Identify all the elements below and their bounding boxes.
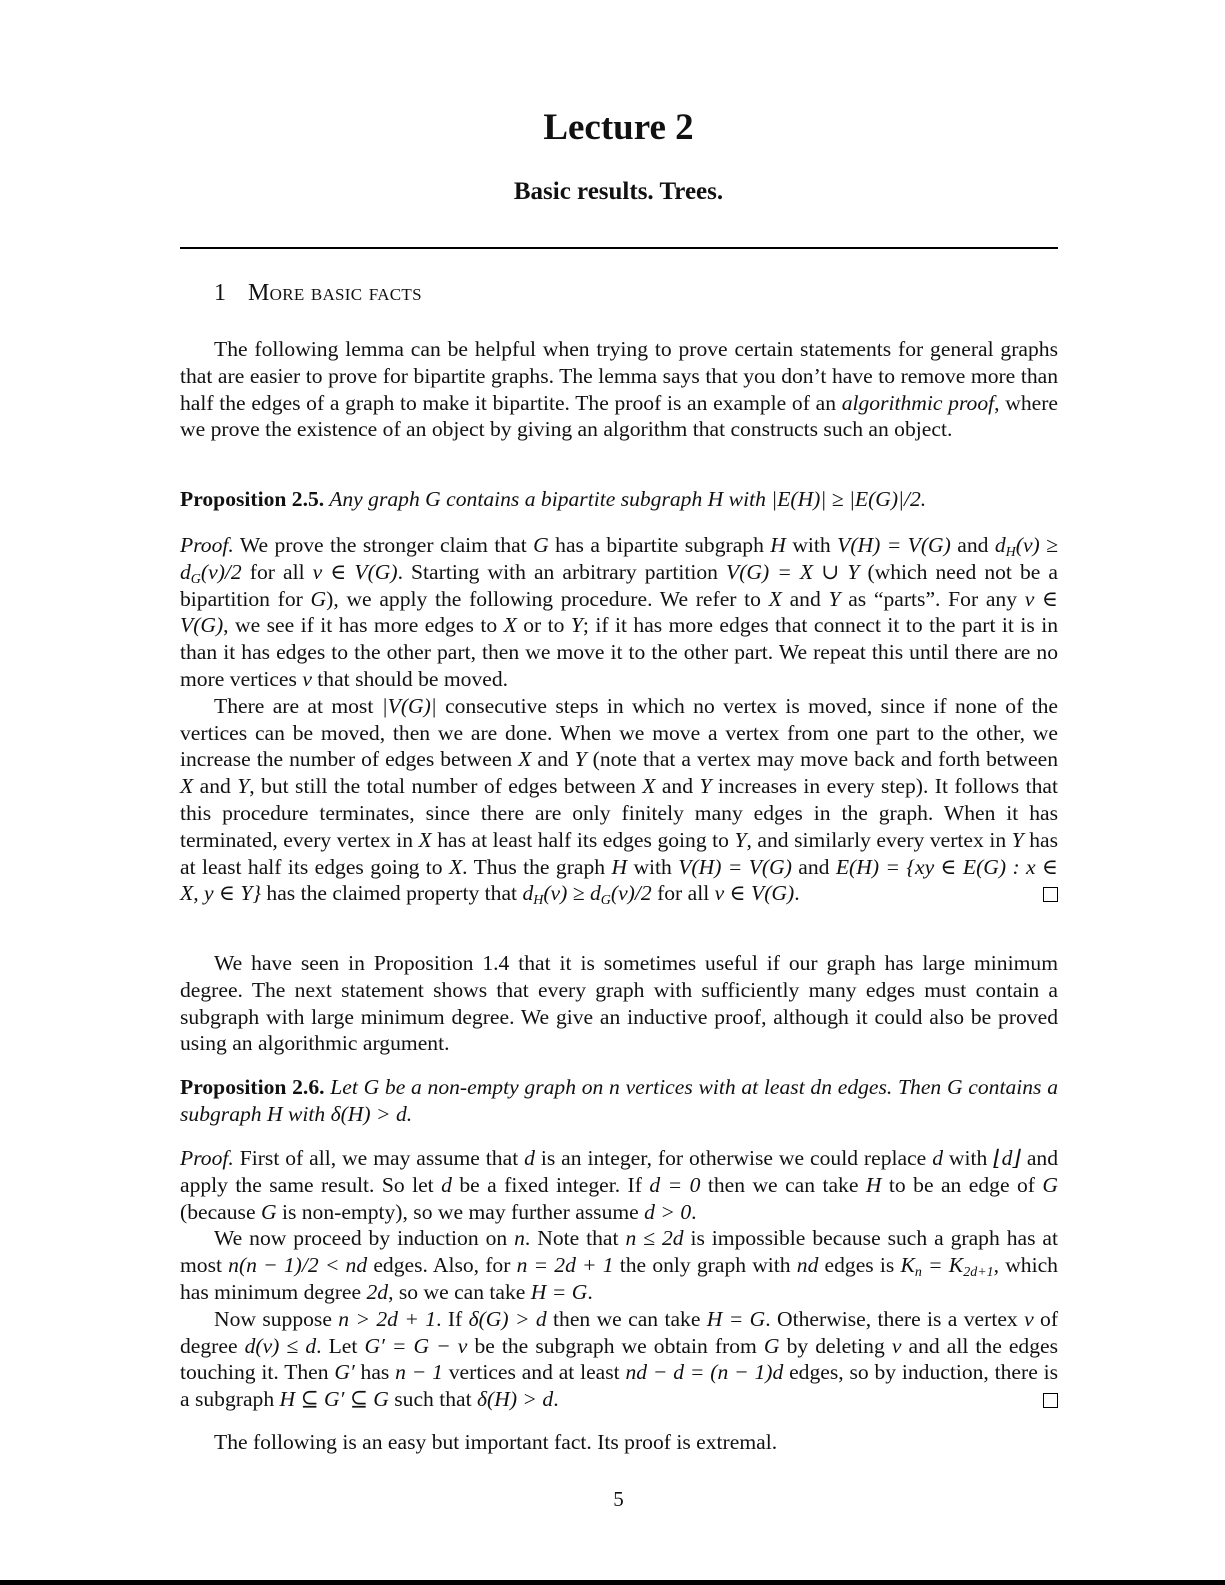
qed-square-icon <box>1043 887 1058 902</box>
math-italic: |V(G)| <box>381 693 437 718</box>
text-run: as “parts”. For any <box>840 586 1025 611</box>
math-italic: H ⊆ G′ ⊆ G <box>279 1387 389 1412</box>
math-italic: Y <box>237 774 250 799</box>
math-italic: δ(G) > d <box>468 1306 547 1331</box>
intro-paragraph <box>180 336 1058 443</box>
paragraph-text <box>180 950 1058 1057</box>
text-run: has a bipartite subgraph <box>548 533 771 557</box>
text-run: be a fixed integer. If <box>451 1172 650 1197</box>
paragraph-text <box>180 336 1058 443</box>
text-run: that should be moved. <box>311 666 509 691</box>
math-italic: G′ <box>334 1360 355 1385</box>
math-italic: δ(H) > d <box>477 1387 554 1412</box>
math-italic: v ∈ V(G) <box>312 559 398 584</box>
proposition-2-6 <box>180 1074 1058 1128</box>
text-run: . Thus the graph <box>462 854 612 879</box>
text-run: and <box>781 586 829 611</box>
text-run: and all the edges touching it. Then <box>180 1333 1059 1385</box>
text-run: . <box>691 1199 697 1224</box>
text-run: . Note that <box>524 1226 626 1251</box>
proof-paragraph <box>180 693 1058 907</box>
text-run: , and similarly every vertex in <box>746 827 1012 852</box>
text-run: , but still the total number of edges between <box>249 774 643 799</box>
text-run: vertices and at least <box>442 1360 626 1385</box>
text-run: has <box>354 1360 396 1385</box>
math-italic: algorithmic proof <box>841 390 995 415</box>
text-run: , we see if it has more edges to <box>223 613 504 638</box>
text-run: is an integer, for otherwise we could replace <box>534 1146 933 1170</box>
math-italic: v <box>1024 1306 1034 1331</box>
text-run: increases in every step). It follows that this procedure terminates, since there are only finitely many edges in the graph. When it has terminated, every vertex in <box>180 774 1058 852</box>
math-italic: K <box>900 1253 915 1278</box>
text-run: has at least half its edges going to <box>180 827 1058 879</box>
text-run: The following is an easy but important fact. Its proof is extremal. <box>214 1430 778 1454</box>
math-italic: d <box>441 1172 452 1197</box>
proof-paragraph <box>180 1306 1058 1413</box>
text-run: to be an edge of <box>881 1172 1043 1197</box>
math-italic: n − 1 <box>395 1360 443 1385</box>
text-run: , which has minimum degree <box>180 1253 1058 1304</box>
text-run: ), we apply the following procedure. We refer to <box>326 586 769 611</box>
statement-label: Proposition 2.6. <box>180 1075 325 1099</box>
math-italic: nd − d = (n − 1)d <box>625 1360 784 1385</box>
text-run: (because <box>180 1199 261 1224</box>
text-run: The following lemma can be helpful when trying to prove certain statements for general graphs that are easier to prove for bipartite graphs. The lemma says that you don’t have to remove more than half the edges of a graph to make it bipartite. The proof is an example of an <box>180 337 1058 415</box>
math-italic: n > 2d + 1 <box>338 1306 437 1331</box>
text-run: of degree <box>180 1306 1059 1358</box>
math-italic: X <box>448 854 463 879</box>
math-italic: (v) ≥ d <box>180 533 1059 584</box>
proof-paragraph <box>180 1225 1058 1305</box>
transition-paragraph <box>180 950 1058 1057</box>
text-run: . Starting with an arbitrary partition <box>397 559 727 584</box>
math-italic: d > 0 <box>644 1199 692 1224</box>
text-run: . If <box>436 1306 469 1331</box>
text-run: for all <box>651 881 715 906</box>
text-run: then we can take <box>700 1172 866 1197</box>
text-run: edges. Also, for <box>367 1253 517 1278</box>
math-italic: Y <box>570 613 583 638</box>
math-italic: n(n − 1)/2 < nd <box>228 1253 368 1278</box>
text-run: ; if it has more edges that connect it to the part it is in than it has edges to the other part, then we move it to the other part. We repeat this until there are no more vertices <box>180 613 1059 691</box>
text-run: and <box>655 774 700 799</box>
text-run: . <box>587 1279 593 1304</box>
math-italic: G <box>1042 1172 1059 1197</box>
text-run: the only graph with <box>613 1253 797 1278</box>
math-italic: H <box>865 1172 882 1197</box>
text-run: , so we can take <box>388 1279 531 1304</box>
math-italic: Proof. <box>180 1146 234 1170</box>
math-italic: V(G) = X ∪ Y <box>726 559 860 584</box>
text-run: and apply the same result. So let <box>180 1146 1059 1197</box>
proof-proposition-2-6 <box>180 1145 1058 1413</box>
math-italic: (v)/2 <box>610 881 652 906</box>
text-run: and <box>950 533 995 557</box>
proposition-2-5 <box>180 486 1058 513</box>
math-italic: E(H) = {xy ∈ E(G) : x ∈ X, y ∈ Y} <box>180 854 1058 906</box>
math-italic: 2d <box>366 1279 389 1304</box>
math-italic: Y <box>1011 827 1024 852</box>
closing-paragraph <box>180 1429 1058 1456</box>
math-italic: nd <box>796 1253 819 1278</box>
text-run: and <box>791 854 836 879</box>
math-italic: H <box>770 533 786 557</box>
math-italic: Y <box>699 774 712 799</box>
math-italic: n = 2d + 1 <box>516 1253 614 1278</box>
text-run: , where we prove the existence of an object by giving an algorithm that constructs such an object. <box>180 390 1058 442</box>
math-italic: V(H) = V(G) <box>837 533 951 557</box>
lecture-title: Lecture 2 <box>543 107 694 148</box>
math-subscript: 2d+1 <box>963 1265 994 1281</box>
proof-paragraph <box>180 1145 1058 1225</box>
math-italic: G <box>533 533 549 557</box>
proof-paragraph <box>180 532 1058 693</box>
text-run: has at least half its edges going to <box>431 827 735 852</box>
math-italic: d(v) ≤ d <box>244 1333 317 1358</box>
math-italic: v <box>302 666 312 691</box>
paragraph-text <box>180 1429 1058 1456</box>
math-italic: v ∈ V(G) <box>180 586 1058 638</box>
math-italic: X <box>180 774 194 799</box>
section-number: 1 <box>214 280 226 306</box>
math-subscript: H <box>1005 545 1016 560</box>
text-run: (which need not be a bipartition for <box>180 559 1059 611</box>
text-run: such that <box>388 1387 478 1412</box>
text-run: edges, so by induction, there is a subgraph <box>180 1360 1059 1412</box>
text-run: First of all, we may assume that <box>233 1146 525 1170</box>
text-run: . <box>553 1387 559 1412</box>
math-italic: v ∈ V(G) <box>714 881 795 906</box>
math-italic: X <box>418 827 432 852</box>
math-italic: V(H) = V(G) <box>678 854 792 879</box>
text-run: . Let <box>316 1333 365 1358</box>
math-italic: n ≤ 2d <box>625 1226 684 1251</box>
math-italic: H <box>611 854 628 879</box>
math-italic: (v) ≥ d <box>543 881 601 906</box>
text-run: for all <box>241 559 313 584</box>
text-run: and <box>193 774 238 799</box>
text-run: with <box>942 1146 994 1170</box>
text-run: or to <box>516 613 571 638</box>
math-italic: ⌊d⌋ <box>993 1146 1021 1170</box>
text-run: consecutive steps in which no vertex is moved, since if none of the vertices can be moved, then we are done. When we move a vertex from one part to the other, we increase the number of edges between <box>180 693 1058 772</box>
math-italic: d <box>994 533 1006 557</box>
text-run: be the subgraph we obtain from <box>467 1333 764 1358</box>
statement-label: Proposition 2.5. <box>180 487 325 511</box>
math-subscript: H <box>533 893 544 909</box>
proposition-text <box>180 486 1058 513</box>
text-run: has the claimed property that <box>261 881 523 906</box>
math-italic: X <box>768 586 782 611</box>
math-italic: d <box>524 1146 535 1170</box>
text-run: We have seen in Proposition 1.4 that it is sometimes useful if our graph has large minimum degree. The next statement shows that every graph with sufficiently many edges must contain a subgraph with large minimum degree. We give an inductive proof, although it could also be proved using an algorithmic argument. <box>180 951 1058 1056</box>
text-run: edges is <box>818 1253 901 1278</box>
qed-square-icon <box>1043 1393 1058 1408</box>
proof-proposition-2-5 <box>180 532 1058 907</box>
math-italic: H = G <box>530 1279 588 1304</box>
math-italic: X <box>518 747 532 772</box>
text-run: We prove the stronger claim that <box>233 533 534 557</box>
math-italic: v <box>891 1333 902 1358</box>
text-run: then we can take <box>546 1306 707 1331</box>
proposition-text <box>180 1074 1058 1128</box>
text-run: . Otherwise, there is a vertex <box>765 1306 1025 1331</box>
lecture-subtitle: Basic results. Trees. <box>513 178 724 205</box>
section-heading <box>214 280 422 307</box>
text-run: by deleting <box>779 1333 892 1358</box>
math-italic: X <box>642 774 656 799</box>
math-italic: H = G <box>706 1306 766 1331</box>
title-rule <box>180 247 1058 249</box>
math-italic: d <box>932 1146 943 1170</box>
text-run: with <box>627 854 679 879</box>
text-run: is impossible because such a graph has at most <box>180 1226 1058 1278</box>
math-subscript: G <box>600 893 611 909</box>
math-italic: Y <box>828 586 841 611</box>
text-run: and <box>531 747 575 772</box>
math-italic: X <box>503 613 517 638</box>
math-italic: (v)/2 <box>200 559 242 584</box>
math-subscript: G <box>190 571 201 587</box>
math-italic: n <box>514 1226 525 1251</box>
math-italic: Y <box>574 747 587 772</box>
page-bottom-edge <box>0 1580 1225 1585</box>
text-run: with <box>785 533 838 557</box>
math-italic: G′ = G − v <box>364 1333 468 1358</box>
math-italic: d = 0 <box>649 1172 701 1197</box>
text-run: We now proceed by induction on <box>214 1226 515 1251</box>
math-italic: Any graph G contains a bipartite subgraph H with |E(H)| ≥ |E(G)|/2. <box>324 487 927 511</box>
math-italic: Y <box>734 827 747 852</box>
section-title: More basic facts <box>248 280 422 306</box>
text-run: is non-empty), so we may further assume <box>276 1199 645 1224</box>
math-subscript: n <box>914 1265 922 1281</box>
page-number: 5 <box>613 1487 624 1511</box>
math-italic: = K <box>921 1253 964 1278</box>
math-italic: Proof. <box>180 533 234 557</box>
math-italic: G <box>310 586 327 611</box>
math-italic: d <box>522 881 534 906</box>
math-italic: Let G be a non-empty graph on n vertices with at least dn edges. Then G contains a subgraph H with δ(H) > d. <box>180 1075 1058 1126</box>
text-run: Now suppose <box>214 1306 339 1331</box>
math-italic: G <box>260 1199 277 1224</box>
math-italic: G <box>763 1333 780 1358</box>
text-run: . <box>794 881 800 906</box>
text-run: There are at most <box>214 693 382 718</box>
text-run: (note that a vertex may move back and forth between <box>586 747 1059 772</box>
